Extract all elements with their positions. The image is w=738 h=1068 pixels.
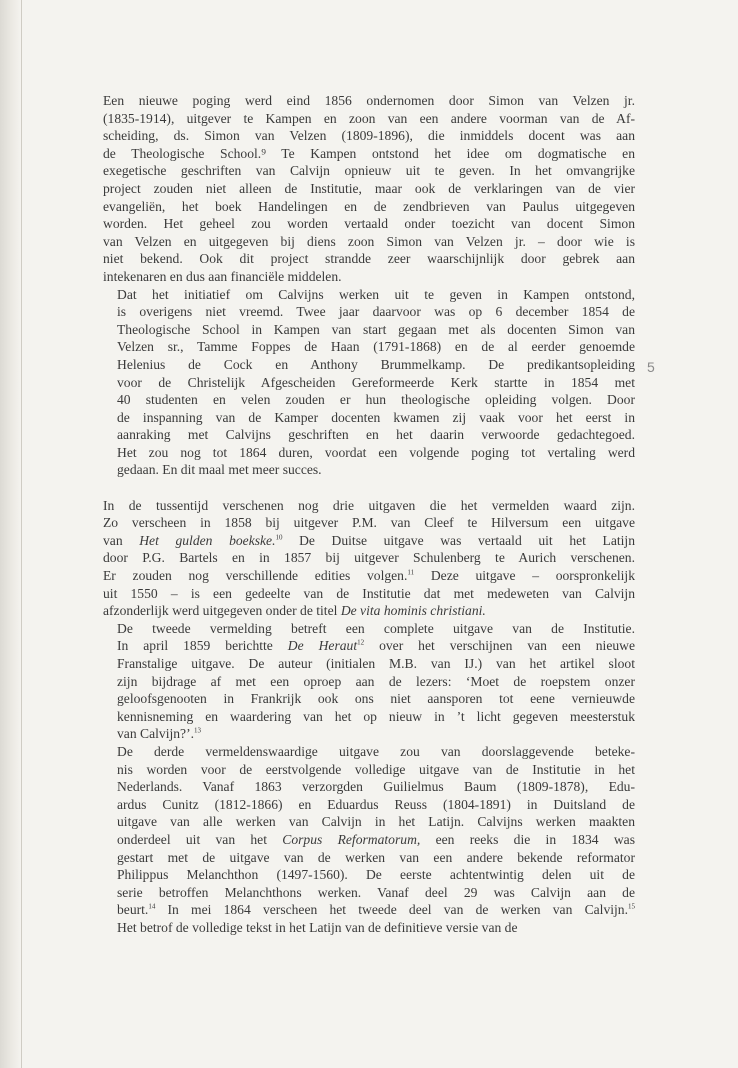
text-line: van Velzen en uitgegeven bij diens zoon Simon van Velzen jr. – door wie is: [103, 233, 635, 249]
text-line: niet bekend. Ook dit project strandde zeer waarschijnlijk door gebrek aan: [103, 251, 635, 267]
text-line: 40 studenten en velen zouden er hun theologische opleiding volgen. Door: [117, 392, 635, 408]
text-line: Zo verscheen in 1858 bij uitgever P.M. van Cleef te Hilversum een uitgave: [103, 515, 635, 531]
book-spine-shadow: [0, 0, 22, 1068]
paragraph: [103, 92, 635, 286]
text-line: beurt.$^{14}$ In mei 1864 verscheen het tweede deel van de werken van Calvijn.$^{15}$: [117, 902, 635, 918]
text-line: Dat het initiatief om Calvijns werken uit te geven in Kampen ontstond,: [117, 286, 635, 302]
text-line: Nederlands. Vanaf 1863 verzorgden Guilielmus Baum (1809-1878), Edu-: [117, 779, 635, 795]
text-line: exegetische geschriften van Calvijn opnieuw uit te geven. In het omvangrijke: [103, 163, 635, 179]
italic-title: Corpus Reformatorum,: [282, 831, 421, 847]
text-line: geloofsgenooten in Frankrijk ook ons niet aansporen tot eene vernieuwde: [117, 691, 635, 707]
text-line: Helenius de Cock en Anthony Brummelkamp. De predikantsopleiding: [117, 356, 635, 372]
text-line: Het zou nog tot 1864 duren, voordat een volgende poging tot vertaling werd: [117, 444, 635, 460]
text-line: Franstalige uitgave. De auteur (initialen M.B. van IJ.) van het artikel sloot: [117, 656, 635, 671]
text-line: Velzen sr., Tamme Foppes de Haan (1791-1868) en de al eerder genoemde: [117, 339, 635, 355]
text-line: is overigens niet vreemd. Twee jaar daarvoor was op 6 december 1854 de: [117, 304, 635, 320]
text-line: evangeliën, het boek Handelingen en de zendbrieven van Paulus uitgegeven: [103, 198, 635, 214]
text-line: voor de Christelijk Afgescheiden Gereformeerde Kerk startte in 1854 met: [117, 374, 635, 390]
text-line: uitgave van alle werken van Calvijn in het Latijn. Calvijns werken maakten: [117, 814, 635, 830]
text-line: van Het gulden boekske.$^{10}$ De Duitse uitgave was vertaald uit het Latijn: [103, 532, 635, 548]
text-line: De tweede vermelding betreft een complete uitgave van de Institutie.: [117, 620, 635, 636]
text-line: gedaan. En dit maal met meer succes.: [117, 462, 322, 478]
body-text: [103, 92, 635, 937]
text-line: Het betrof de volledige tekst in het Latijn van de definitieve versie van de: [117, 919, 518, 935]
paragraph: [103, 743, 635, 937]
text-line: Er zouden nog verschillende edities volgen.$^{11}$ Deze uitgave – oorspronkelijk: [103, 568, 635, 584]
text-line: gestart met de uitgave van de werken van een andere bekende reformator: [117, 849, 635, 865]
text-line: Een nieuwe poging werd eind 1856 ondernomen door Simon van Velzen jr.: [103, 93, 635, 108]
italic-title: Het gulden boekske.: [139, 532, 276, 548]
text-line: project zouden niet alleen de Institutie, maar ook de verklaringen van de vier: [103, 180, 635, 196]
footnote-ref: 15: [628, 902, 635, 911]
footnote-ref: 12: [357, 638, 365, 647]
text-line: intekenaren en dus aan financiële middelen.: [103, 268, 342, 284]
text-line: worden. Het geheel zou worden vertaald onder toezicht van docent Simon: [103, 216, 635, 232]
text-line: In de tussentijd verschenen nog drie uitgaven die het vermelden waard zijn.: [103, 497, 635, 513]
text-line: nis worden voor de eerstvolgende volledige uitgave van de Institutie in het: [117, 761, 635, 777]
text-line: door P.G. Bartels en in 1857 bij uitgever Schulenberg te Aurich verschenen.: [103, 550, 635, 566]
footnote-ref: 13: [194, 726, 202, 735]
page-number: 5: [647, 359, 655, 375]
text-line: de inspanning van de Kamper docenten kwamen zij vaak voor het eerst in: [117, 409, 635, 425]
text-line: De derde vermeldenswaardige uitgave zou van doorslaggevende beteke-: [117, 743, 635, 759]
footnote-ref: 11: [407, 568, 415, 577]
text-line: afzonderlijk werd uitgegeven onder de titel De vita hominis christiani.: [103, 603, 486, 619]
text-line: Theologische School in Kampen van start gegaan met als docenten Simon van: [117, 321, 635, 337]
paragraph: [103, 620, 635, 743]
footnote-ref: 14: [148, 902, 156, 911]
text-line: Philippus Melanchthon (1497-1560). De eerste achtentwintig delen uit de: [117, 867, 635, 883]
paragraph: [103, 286, 635, 480]
italic-title: De vita hominis christiani.: [340, 603, 486, 619]
text-line: uit 1550 – is een gedeelte van de Institutie dat met medeweten van Calvijn: [103, 585, 635, 601]
paragraph: [103, 497, 635, 620]
footnote-ref: 10: [275, 533, 283, 542]
text-line: de Theologische School.⁹ Te Kampen ontstond het idee om dogmatische en: [103, 145, 635, 161]
text-line: (1835-1914), uitgever te Kampen en zoon van een andere voorman van de Af-: [103, 110, 635, 126]
text-line: aanraking met Calvijns geschriften en het daarin verwoorde gedachtegoed.: [117, 427, 635, 443]
text-line: serie betroffen Melanchthons werken. Vanaf deel 29 was Calvijn aan de: [117, 884, 635, 900]
text-line: kennisneming en waardering van het op nieuw in ’t licht gegeven meesterstuk: [117, 708, 635, 724]
text-line: scheiding, ds. Simon van Velzen (1809-1896), die inmiddels docent was aan: [103, 128, 635, 144]
text-line: van Calvijn?’.$^{13}$: [117, 726, 202, 742]
text-line: In april 1859 berichtte De Heraut$^{12}$ over het verschijnen van een nieuwe: [117, 638, 636, 654]
italic-title: De Heraut: [287, 638, 358, 654]
text-line: ardus Cunitz (1812-1866) en Eduardus Reuss (1804-1891) in Duitsland de: [117, 796, 635, 812]
text-line: onderdeel uit van het Corpus Reformatorum, een reeks die in 1834 was: [117, 831, 635, 847]
text-line: zijn bijdrage af met een oproep aan de lezers: ‘Moet de roepstem onzer: [117, 673, 635, 689]
